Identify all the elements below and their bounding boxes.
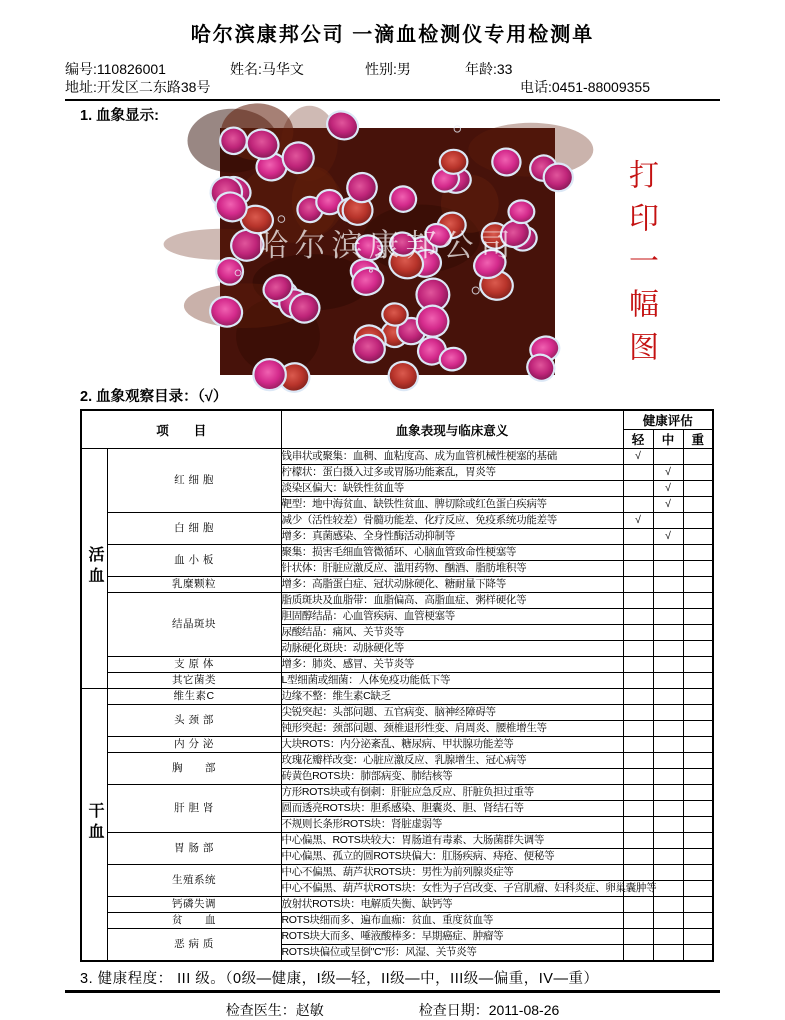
check-cell	[653, 785, 683, 801]
check-cell	[683, 609, 713, 625]
table-row	[81, 577, 713, 593]
check-cell	[623, 801, 653, 817]
table-row	[81, 737, 713, 753]
check-cell	[683, 481, 713, 497]
check-cell	[683, 785, 713, 801]
category-label: 血 小 板	[107, 545, 281, 577]
check-cell	[623, 689, 653, 705]
check-cell	[653, 945, 683, 962]
finding-text: 中心不偏黑、葫芦状ROTS块：男性为前列腺炎症等	[281, 865, 623, 881]
check-cell	[623, 833, 653, 849]
page-title: 哈尔滨康邦公司 一滴血检测仪专用检测单	[190, 24, 595, 46]
check-cell	[653, 801, 683, 817]
col-header-assess: 健康评估	[623, 410, 713, 430]
finding-text: ROTS块大而多、唾液酸棒多：早期癌症、肿瘤等	[281, 929, 623, 945]
check-cell	[683, 881, 713, 897]
finding-text: 增多：肺炎、感冒、关节炎等	[281, 657, 623, 673]
patient-id: 编号:110826001	[65, 61, 166, 77]
col-header-meaning: 血象表现与临床意义	[281, 410, 623, 449]
check-cell	[683, 593, 713, 609]
blood-cells-svg	[220, 128, 555, 375]
check-cell	[653, 689, 683, 705]
check-cell	[623, 465, 653, 481]
category-label: 头 颈 部	[107, 705, 281, 737]
finding-text: 胆固醇结晶：心血管疾病、血管梗塞等	[281, 609, 623, 625]
check-cell	[623, 625, 653, 641]
table-row	[81, 785, 713, 801]
finding-text: 减少（活性较差）骨髓功能差、化疗反应、免疫系统功能差等	[281, 513, 623, 529]
check-cell	[623, 785, 653, 801]
image-section	[65, 127, 720, 379]
finding-text: 方形ROTS块或有倒刺：肝脏应急反应、肝脏负担过重等	[281, 785, 623, 801]
check-cell	[683, 641, 713, 657]
category-label: 乳糜颗粒	[107, 577, 281, 593]
table-row	[81, 673, 713, 689]
check-cell: √	[653, 481, 683, 497]
header-divider	[65, 99, 720, 101]
finding-text: 边缘不整：维生素C缺乏	[281, 689, 623, 705]
check-cell	[653, 721, 683, 737]
patient-phone: 电话:0451-88009355	[520, 79, 650, 95]
finding-text: ROTS块细而多、遍布血痂：贫血、重度贫血等	[281, 913, 623, 929]
check-cell	[683, 497, 713, 513]
check-cell	[653, 929, 683, 945]
check-cell	[683, 929, 713, 945]
table-row	[81, 545, 713, 561]
check-cell	[653, 817, 683, 833]
check-cell	[623, 753, 653, 769]
category-label: 肝 胆 肾	[107, 785, 281, 833]
check-cell	[623, 929, 653, 945]
check-cell	[623, 545, 653, 561]
check-cell	[683, 657, 713, 673]
check-cell	[623, 561, 653, 577]
check-cell	[683, 849, 713, 865]
section2-title: 2. 血象观察目录：（√）	[80, 389, 228, 405]
check-cell	[653, 513, 683, 529]
check-cell	[683, 689, 713, 705]
finding-text: 增多：真菌感染、全身性酶活动抑制等	[281, 529, 623, 545]
group-label: 活血	[81, 449, 107, 689]
table-row	[81, 833, 713, 849]
check-cell	[653, 849, 683, 865]
finding-text: 砖黄色ROTS块：肺部病变、肺结核等	[281, 769, 623, 785]
check-cell	[653, 881, 683, 897]
check-cell: √	[653, 465, 683, 481]
finding-text: 圆而透亮ROTS块：胆系感染、胆囊炎、胆、肾结石等	[281, 801, 623, 817]
finding-text: 钱串状或聚集：血稠、血粘度高、成为血管机械性梗塞的基础	[281, 449, 623, 465]
col-header-heavy: 重	[683, 430, 713, 449]
check-cell	[683, 513, 713, 529]
check-cell	[653, 593, 683, 609]
print-note-text: 打印一幅图	[623, 159, 658, 374]
check-cell	[653, 561, 683, 577]
table-row	[81, 913, 713, 929]
finding-text: 脂质斑块及血脂带：血脂偏高、高脂血症、粥样硬化等	[281, 593, 623, 609]
check-cell	[683, 769, 713, 785]
check-cell	[623, 769, 653, 785]
check-cell	[653, 449, 683, 465]
finding-text: 中心偏黑、ROTS块较大：胃肠道有毒素、大肠菌群失调等	[281, 833, 623, 849]
table-row	[81, 657, 713, 673]
category-label: 胃 肠 部	[107, 833, 281, 865]
check-cell	[653, 913, 683, 929]
check-cell	[653, 769, 683, 785]
col-header-item: 项 目	[81, 410, 281, 449]
check-cell	[683, 705, 713, 721]
check-cell	[623, 673, 653, 689]
check-cell	[683, 817, 713, 833]
check-cell: √	[653, 529, 683, 545]
patient-name: 姓名:马华文	[230, 61, 304, 77]
footer-divider	[65, 990, 720, 993]
finding-text: 玫瑰花瓣样改变：心脏应激反应、乳腺增生、冠心病等	[281, 753, 623, 769]
category-label: 贫 血	[107, 913, 281, 929]
patient-info-row2	[65, 78, 720, 96]
check-cell	[683, 833, 713, 849]
finding-text: 淡染区偏大：缺铁性贫血等	[281, 481, 623, 497]
table-row	[81, 705, 713, 721]
patient-address: 地址:开发区二东路38号	[65, 79, 211, 95]
check-cell	[683, 449, 713, 465]
group-label: 干血	[81, 689, 107, 962]
check-cell	[623, 897, 653, 913]
check-cell	[653, 705, 683, 721]
category-label: 生殖系统	[107, 865, 281, 897]
category-label: 红 细 胞	[107, 449, 281, 513]
category-label: 恶 病 质	[107, 929, 281, 962]
check-cell	[653, 897, 683, 913]
finding-text: ROTS块偏位或呈倒"C"形：风湿、关节炎等	[281, 945, 623, 962]
finding-text: 中心不偏黑、葫芦状ROTS块：女性为子宫改变、子宫肌瘤、妇科炎症、卵巢囊肿等	[281, 881, 623, 897]
footer	[65, 1000, 720, 1020]
table-header-row	[81, 410, 713, 430]
table-row	[81, 929, 713, 945]
table-row	[81, 865, 713, 881]
check-cell	[653, 753, 683, 769]
patient-gender: 性别:男	[365, 61, 411, 77]
check-cell	[653, 625, 683, 641]
check-cell	[683, 577, 713, 593]
finding-text: 钝形突起：颈部问题、颈椎退形性变、肩周炎、腰椎增生等	[281, 721, 623, 737]
check-cell	[623, 721, 653, 737]
table-row	[81, 513, 713, 529]
health-level-line: 3. 健康程度： III 级。（0级—健康，I级—轻，II级—中，III级—偏重，IV—重）	[80, 971, 599, 987]
check-cell	[683, 545, 713, 561]
finding-text: 放射状ROTS块：电解质失衡、缺钙等	[281, 897, 623, 913]
check-cell: √	[653, 497, 683, 513]
check-cell	[683, 753, 713, 769]
check-cell	[683, 801, 713, 817]
finding-text: L型细菌或细菌：人体免疫功能低下等	[281, 673, 623, 689]
check-cell	[623, 849, 653, 865]
table-row	[81, 449, 713, 465]
check-cell	[683, 529, 713, 545]
check-cell	[653, 865, 683, 881]
table-row	[81, 897, 713, 913]
check-cell	[653, 641, 683, 657]
check-cell	[683, 737, 713, 753]
check-cell	[653, 737, 683, 753]
check-cell	[653, 609, 683, 625]
finding-text: 聚集：损害毛细血管微循环、心脑血管致命性梗塞等	[281, 545, 623, 561]
check-cell	[623, 865, 653, 881]
blood-microscopy-image	[220, 128, 555, 375]
check-date: 检查日期：2011-08-26	[418, 1002, 560, 1018]
table-row	[81, 689, 713, 705]
finding-text: 大块ROTS：内分泌紊乱、糖尿病、甲状腺功能差等	[281, 737, 623, 753]
svg-text:哈尔滨康邦公司: 哈尔滨康邦公司	[257, 228, 517, 264]
check-cell	[683, 897, 713, 913]
category-label: 内 分 泌	[107, 737, 281, 753]
check-cell	[653, 657, 683, 673]
finding-text: 中心偏黑、孤立的圆ROTS块偏大：肛肠疾病、痔疮、便秘等	[281, 849, 623, 865]
check-cell	[653, 577, 683, 593]
check-cell	[653, 545, 683, 561]
section1-title: 1. 血象显示:	[80, 108, 159, 124]
category-label: 维生素C	[107, 689, 281, 705]
check-cell	[623, 577, 653, 593]
check-cell	[623, 641, 653, 657]
check-cell	[683, 865, 713, 881]
check-cell	[683, 945, 713, 962]
check-cell	[623, 737, 653, 753]
category-label: 白 细 胞	[107, 513, 281, 545]
check-cell	[623, 609, 653, 625]
check-cell	[683, 465, 713, 481]
check-cell	[623, 945, 653, 962]
table-row	[81, 753, 713, 769]
check-cell	[623, 657, 653, 673]
check-cell	[683, 561, 713, 577]
finding-text: 靶型：地中海贫血、缺铁性贫血、脾切除或红色蛋白疾病等	[281, 497, 623, 513]
check-cell	[623, 705, 653, 721]
check-cell: √	[623, 513, 653, 529]
check-cell	[683, 721, 713, 737]
observation-table	[80, 409, 714, 962]
col-header-light: 轻	[623, 430, 653, 449]
finding-text: 增多：高脂蛋白症、冠状动脉硬化、糖耐量下降等	[281, 577, 623, 593]
finding-text: 柠檬状：蛋白摄入过多或胃肠功能紊乱，胃炎等	[281, 465, 623, 481]
category-label: 胸 部	[107, 753, 281, 785]
check-cell	[683, 913, 713, 929]
check-cell	[623, 497, 653, 513]
finding-text: 针状体：肝脏应激反应、滥用药物、酗酒、脂肪堆积等	[281, 561, 623, 577]
category-label: 钙磷失调	[107, 897, 281, 913]
check-cell	[653, 673, 683, 689]
check-cell	[623, 529, 653, 545]
check-cell	[623, 593, 653, 609]
finding-text: 尿酸结晶：痛风、关节炎等	[281, 625, 623, 641]
finding-text: 不规则长条形ROTS块：肾脏虚弱等	[281, 817, 623, 833]
patient-info-row1	[65, 60, 720, 78]
category-label: 结晶斑块	[107, 593, 281, 657]
check-cell	[653, 833, 683, 849]
check-cell	[683, 673, 713, 689]
check-cell	[623, 913, 653, 929]
category-label: 支 原 体	[107, 657, 281, 673]
finding-text: 动脉硬化斑块：动脉硬化等	[281, 641, 623, 657]
doctor-name: 检查医生：赵敏	[225, 1002, 324, 1018]
patient-age: 年龄:33	[465, 61, 513, 77]
check-cell	[623, 481, 653, 497]
table-row	[81, 593, 713, 609]
finding-text: 尖锐突起：头部问题、五官病变、脑神经障碍等	[281, 705, 623, 721]
col-header-mid: 中	[653, 430, 683, 449]
check-cell	[623, 817, 653, 833]
check-cell: √	[623, 449, 653, 465]
check-cell	[683, 625, 713, 641]
category-label: 其它菌类	[107, 673, 281, 689]
